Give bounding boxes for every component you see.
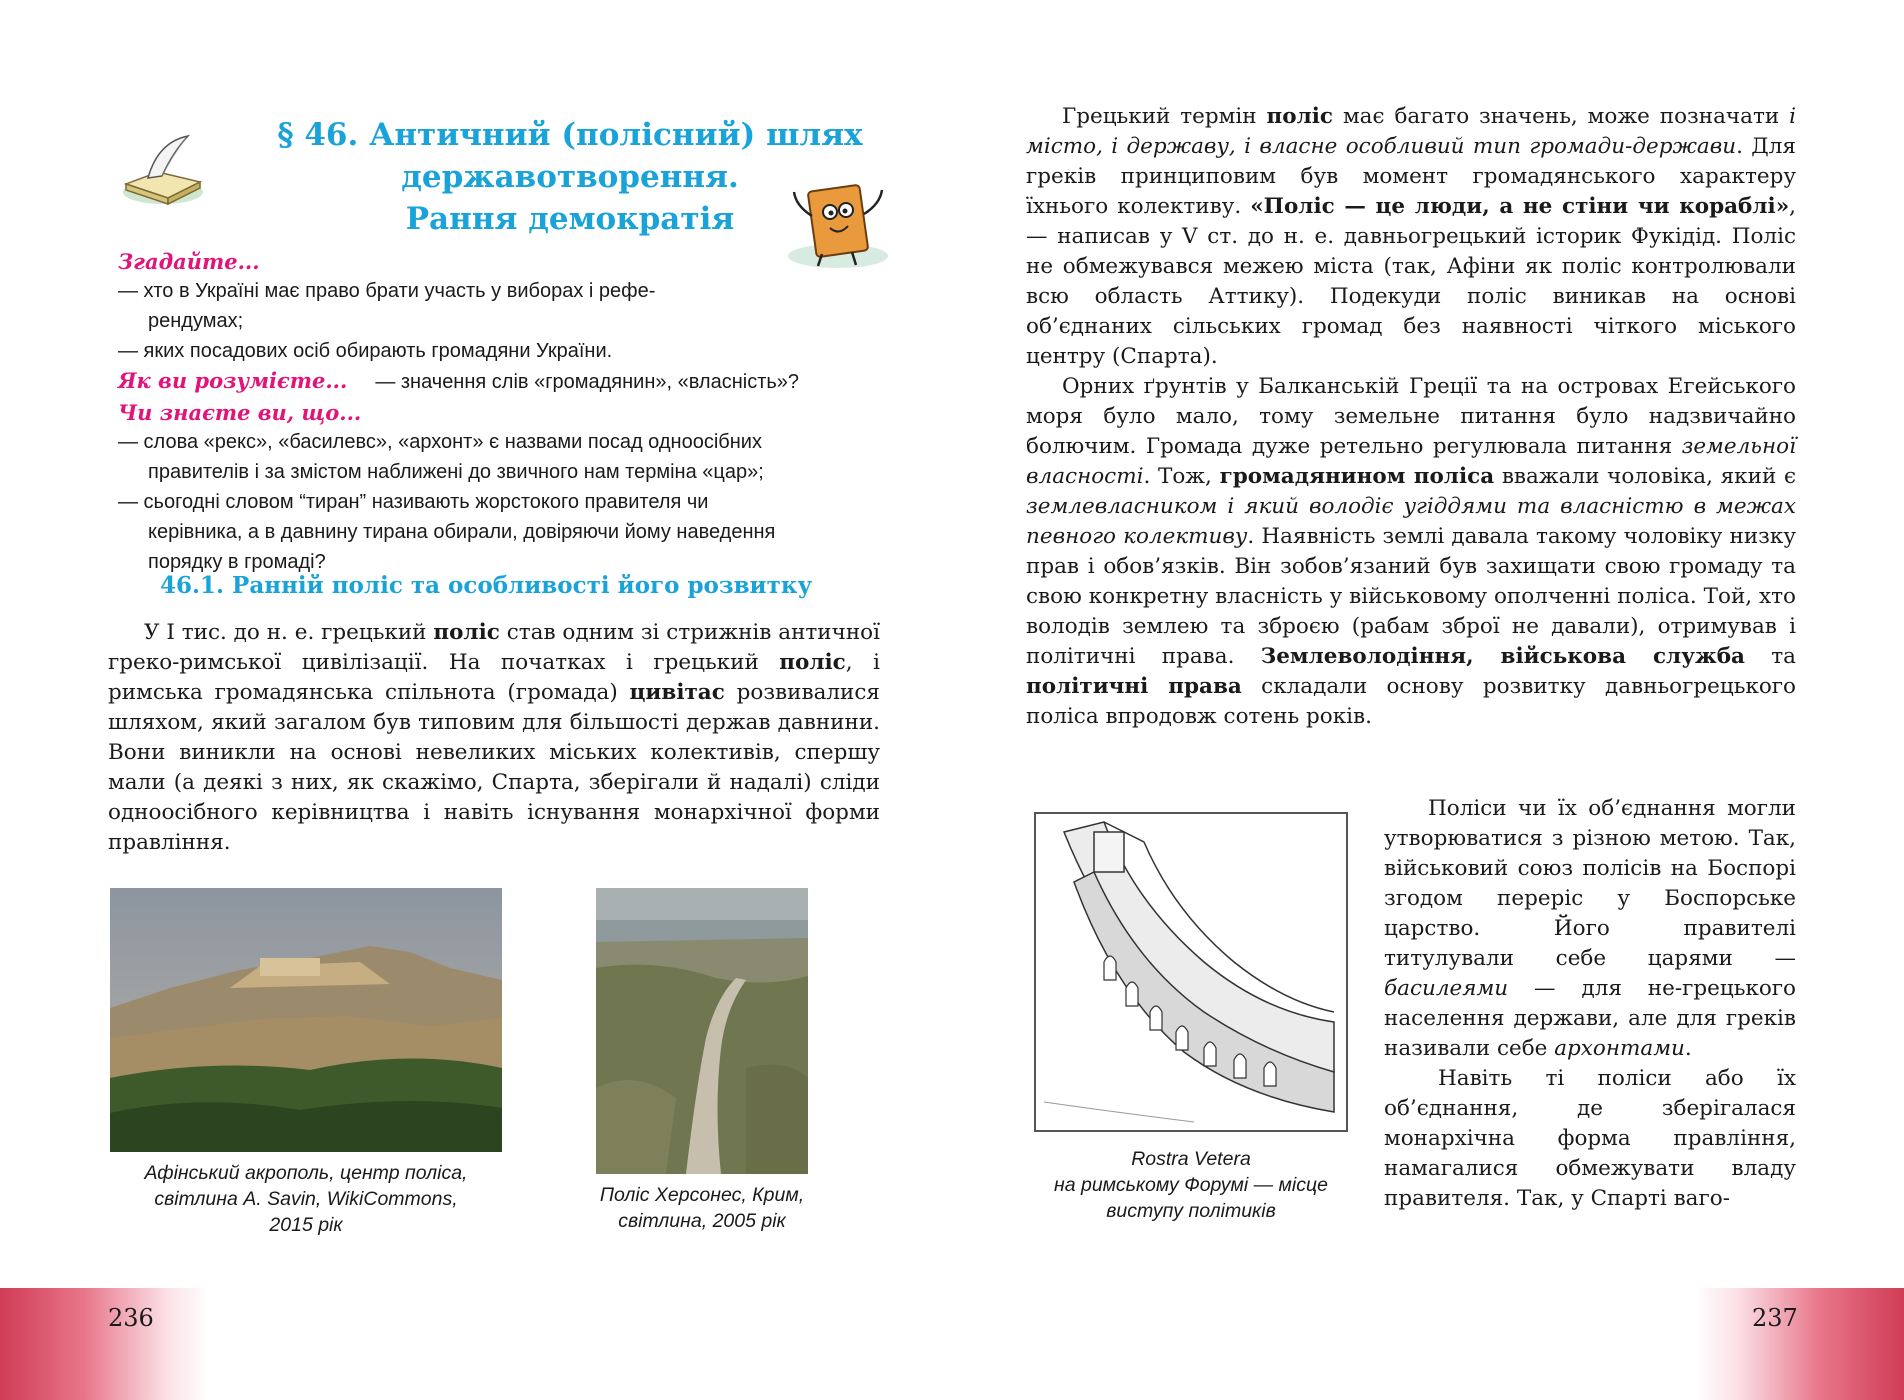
page-band-left: [0, 1288, 210, 1400]
recall-label: Згадайте...: [118, 249, 260, 274]
paragraph: Поліси чи їх об’єднання могли утворюватися з різною метою. Так, військовий союз полісів на Боспорі згодом переріс у Боспорське царство. Його правителі титулували себе царями — басилеями — для не-грецького населення держави, але для греків називали себе архонтами.: [1384, 796, 1796, 1061]
know-item: — слова «рекс», «басилевс», «архонт» є назвами посад одноосібних: [118, 431, 762, 453]
chapter-title-line1: § 46. Античний (полісний) шлях: [277, 117, 863, 153]
chapter-title-line3: Рання демократія: [405, 201, 735, 237]
know-item: керівника, а в давнину тирана обирали, довіряючи йому наведення: [148, 521, 776, 543]
warmup-questions: [118, 248, 878, 577]
understand-label: Як ви розумієте...: [118, 368, 348, 393]
rostra-caption: Rostra Vetera на римському Форумі — місце виступу політиків: [1054, 1148, 1328, 1222]
acropolis-caption: Афінський акрополь, центр поліса, світлина A. Savin, WikiCommons, 2015 рік: [144, 1162, 468, 1236]
right-column-text: [1384, 794, 1796, 1214]
chapter-title-line2: державотворення.: [401, 159, 739, 195]
recall-item: — хто в Україні має право брати участь у виборах і рефе-: [118, 280, 656, 302]
term-polis: поліс: [779, 650, 846, 675]
term-polis: поліс: [433, 620, 500, 645]
chersonesus-photo: [596, 888, 808, 1174]
know-item: порядку в громаді?: [148, 551, 326, 573]
page-number-left: 236: [108, 1304, 154, 1332]
page-number-right: 237: [1752, 1304, 1798, 1332]
rostra-vetera-illustration: [1034, 812, 1348, 1132]
right-body-text: [1026, 102, 1796, 732]
section-subheading: 46.1. Ранній поліс та особливості його розвитку: [160, 572, 813, 599]
know-item: — сьогодні словом “тиран” називають жорстокого правителя чи: [118, 491, 709, 513]
paragraph: Грецький термін поліс має багато значень, може позначати і місто, і державу, і власне особливий тип громади-держави. Для греків принциповим був момент громадянського характеру їхнього колективу. «Поліс — це люди, а не стіни чи кораблі», — написав у V ст. до н. е. давньогрецький історик Фукідід. Поліс не обмежувався межею міста (так, Афіни як поліс контролювали всю область Аттику). Подекуди поліс виникав на основі об’єднаних сільських громад без наявності чіткого міського центру (Спарта).: [1026, 104, 1796, 369]
know-item: правителів і за змістом наближені до звичного нам терміна «цар»;: [148, 461, 764, 483]
left-body-paragraph: У І тис. до н. е. грецький поліс став одним зі стрижнів античної греко-римської цивілізації. На початках і грецький поліс, і римська громадянська спільнота (громада) цивітас розвивалися шляхом, який загалом був типовим для більшості держав давнини. Вони виникли на основі невеликих міських колективів, спершу мали (а деякі з них, як скажімо, Спарта, зберігали й надалі) сліди одноосібного керівництва і навіть існування монархічної форми правління.: [108, 620, 880, 855]
paragraph: Навіть ті поліси або їх об’єднання, де зберігалася монархічна форма правління, намагалися обмежувати владу правителя. Так, у Спарті ваго-: [1384, 1066, 1796, 1211]
chersonesus-caption: Поліс Херсонес, Крим, світлина, 2005 рік: [599, 1184, 805, 1232]
book-feather-icon: [118, 132, 208, 210]
term-civitas: цивітас: [629, 680, 725, 705]
recall-item: рендумах;: [148, 310, 244, 332]
recall-item: — яких посадових осіб обирають громадяни України.: [118, 340, 613, 362]
page-band-right: [1694, 1288, 1904, 1400]
understand-text: — значення слів «громадянин», «власність»?: [375, 371, 800, 393]
know-label: Чи знаєте ви, що...: [118, 400, 362, 425]
acropolis-photo: [110, 888, 502, 1152]
paragraph: Орних ґрунтів у Балканській Греції та на островах Егейського моря було мало, тому земельне питання було надзвичайно болючим. Громада дуже ретельно регулювала питання земельної власності. Тож, громадянином поліса вважали чоловіка, який є землевласником і який володіє угіддями та власністю в межах певного колективу. Наявність землі давала такому чоловіку низку прав і обов’язків. Він зобов’язаний був захищати свою громаду та свою конкретну власність у військовому ополченні поліса. Той, хто володів землею та зброєю (рабам зброї не давали), отримував і політичні права. Землеволодіння, військова служба та політичні права складали основу розвитку давньогрецького поліса впродовж сотень років.: [1026, 374, 1796, 729]
